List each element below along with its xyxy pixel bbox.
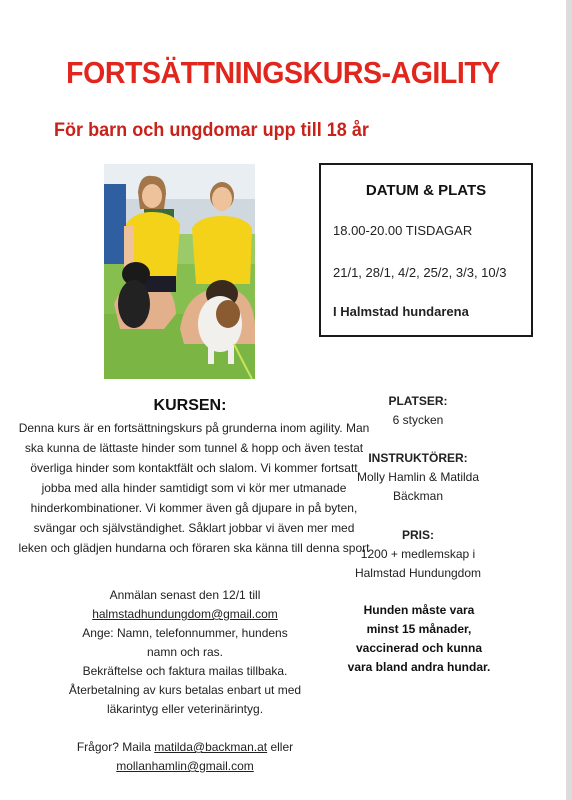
signup-refund: Återbetalning av kurs betalas enbart ut med läkarintyg eller veterinärintyg.: [68, 683, 302, 716]
course-location: I Halmstad hundarena: [333, 304, 469, 319]
page-edge: [566, 0, 572, 800]
kursen-heading: KURSEN:: [153, 397, 227, 414]
questions-prefix: Frågor? Maila: [76, 740, 151, 754]
platser-section: [348, 392, 488, 430]
signup-email-link[interactable]: halmstadhundungdom@gmail.com: [92, 607, 278, 621]
page-title: FORTSÄTTNINGSKURS-AGILITY: [66, 55, 500, 90]
instructors-section: [348, 449, 488, 506]
price-value: 1200 + medlemskap i Halmstad Hundungdom: [354, 547, 482, 580]
date-place-box: [319, 163, 533, 337]
kursen-description: Denna kurs är en fortsättningskurs på grunderna inom agility. Man ska kunna de lättaste hinder som tunnel & hopp och även testat överliga hinder som kontaktfält och slalom. Vi kommer fortsatt jobba med alla hinder samtidigt som vi kör mer utmanade hinderkombinationer. Vi kommer även gå djupare in på byten, svängar och självständighet. Såklart jobbar vi även mer med leken och glädjen hundarna och föraren ska känna till denna sport: [18, 421, 370, 555]
signup-confirmation: Bekräftelse och faktura mailas tillbaka.: [82, 664, 288, 678]
signup-deadline: Anmälan senast den 12/1 till: [109, 588, 261, 602]
price-heading: PRIS:: [401, 528, 434, 542]
questions-or: eller: [270, 740, 294, 754]
instructors-value: Molly Hamlin & Matilda Bäckman: [356, 470, 480, 503]
price-section: [348, 526, 488, 583]
course-dates: 21/1, 28/1, 4/2, 25/2, 3/3, 10/3: [333, 265, 507, 280]
questions-section: [40, 738, 330, 776]
dog-requirements: Hunden måste vara minst 15 månader, vaccinerad och kunna vara bland andra hundar.: [347, 603, 491, 674]
contact-email-matilda[interactable]: matilda@backman.at: [154, 740, 268, 754]
signup-info: Ange: Namn, telefonnummer, hundens namn och ras.: [82, 626, 288, 659]
instructors-heading: INSTRUKTÖRER:: [368, 451, 468, 465]
contact-email-molly[interactable]: mollanhamlin@gmail.com: [116, 759, 254, 773]
page-subtitle: För barn och ungdomar upp till 18 år: [54, 120, 369, 141]
platser-value: 6 stycken: [392, 413, 444, 427]
course-time: 18.00-20.00 TISDAGAR: [333, 223, 473, 238]
signup-section: [40, 586, 330, 719]
photo-girls-with-dogs: [104, 164, 255, 379]
platser-heading: PLATSER:: [388, 394, 448, 408]
date-place-heading: DATUM & PLATS: [365, 182, 487, 199]
